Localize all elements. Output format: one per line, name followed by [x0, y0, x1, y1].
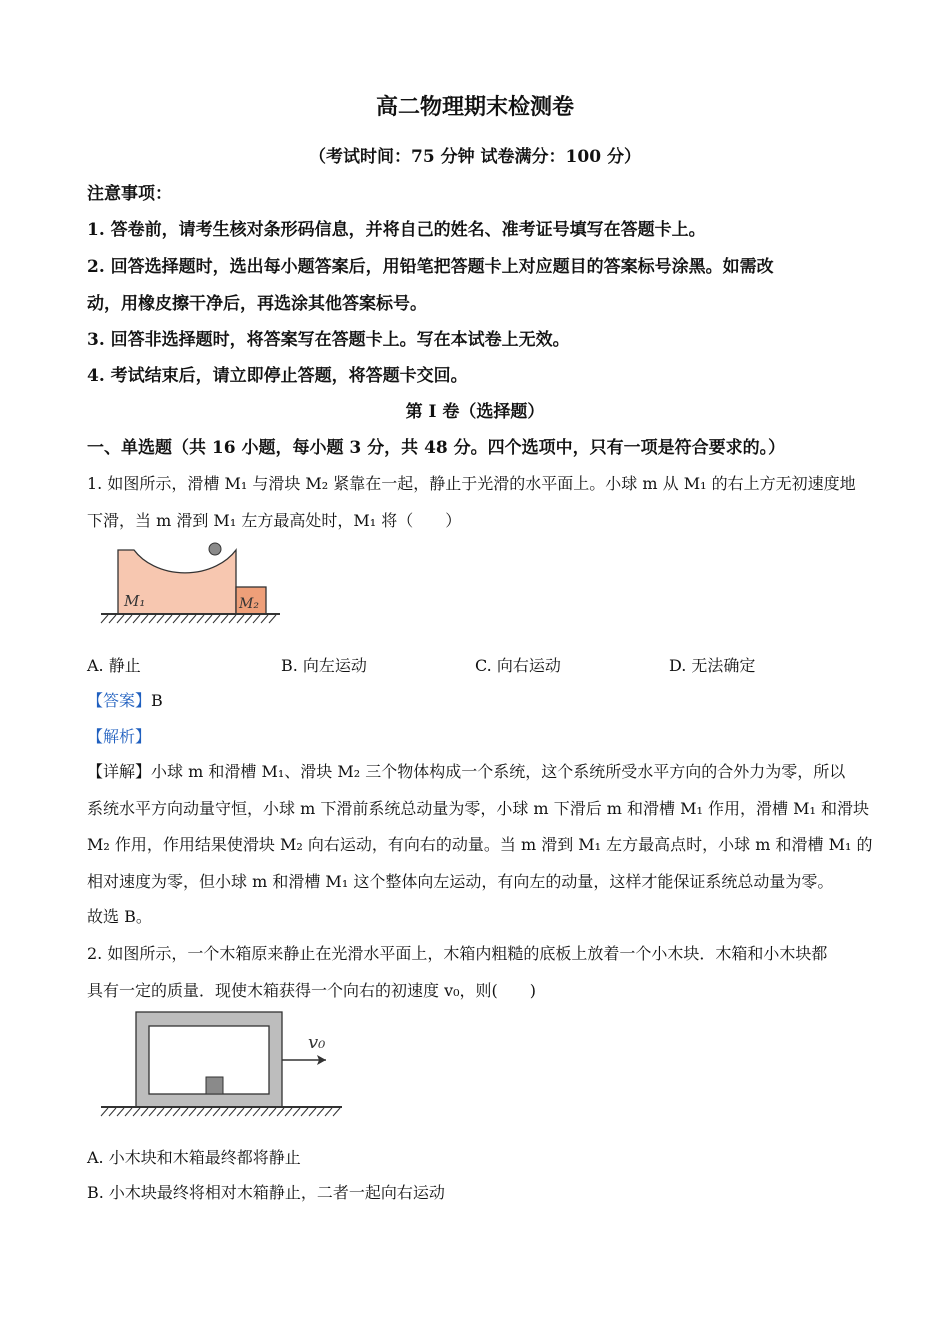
ground-hatch: [125, 615, 132, 623]
ground-hatch: [181, 615, 188, 623]
ground-hatch: [221, 615, 228, 623]
ground-hatch: [157, 1108, 164, 1116]
notice-item: 3. 回答非选择题时，将答案写在答题卡上。写在本试卷上无效。: [87, 330, 570, 350]
ground-hatch: [317, 1108, 324, 1116]
detail-line: 系统水平方向动量守恒，小球 m 下滑前系统总动量为零，小球 m 下滑后 m 和滑槽 M₁ 作用，滑槽 M₁ 和滑块: [87, 799, 869, 818]
notice-heading: 注意事项：: [87, 184, 172, 204]
ground-hatch: [269, 1108, 276, 1116]
option-a: A. 小木块和木箱最终都将静止: [87, 1148, 301, 1167]
ground-hatch: [109, 615, 116, 623]
exam-info: （考试时间：75 分钟 试卷满分：100 分）: [309, 147, 641, 167]
option-b: B. 小木块最终将相对木箱静止，二者一起向右运动: [87, 1183, 445, 1202]
ground-hatch: [173, 615, 180, 623]
ground-hatch: [245, 615, 252, 623]
ground-hatch: [117, 1108, 124, 1116]
option-d: D. 无法确定: [669, 656, 756, 675]
ground-hatch: [213, 1108, 220, 1116]
section-title: 第 I 卷（选择题）: [405, 402, 545, 422]
ground-hatch: [141, 615, 148, 623]
detail-line: M₂ 作用，作用结果使滑块 M₂ 向右运动，有向右的动量。当 m 滑到 M₁ 左方最高点时，小球 m 和滑槽 M₁ 的: [87, 835, 873, 854]
detail-line: 相对速度为零，但小球 m 和滑槽 M₁ 这个整体向左运动，有向左的动量，这样才能保证系统总动量为零。: [87, 872, 834, 891]
ground-hatch: [229, 1108, 236, 1116]
ground-hatch: [141, 1108, 148, 1116]
ground-hatch: [333, 1108, 340, 1116]
ground-hatch: [197, 615, 204, 623]
ground-hatch: [285, 1108, 292, 1116]
part-title: 一、单选题（共 16 小题，每小题 3 分，共 48 分。四个选项中，只有一项是符合要求的。）: [87, 438, 786, 458]
label-m1: M₁: [124, 592, 146, 610]
ground-hatch: [189, 615, 196, 623]
slot-and-block-figure: [98, 540, 288, 628]
ground-hatch: [101, 615, 108, 623]
question-2-stem-line: 具有一定的质量．现使木箱获得一个向右的初速度 v₀，则( ): [87, 981, 537, 1000]
ground-hatch: [269, 615, 276, 623]
option-b: B. 向左运动: [281, 656, 367, 675]
ground-hatch: [261, 1108, 268, 1116]
ground-hatch: [157, 615, 164, 623]
ground-hatch: [253, 615, 260, 623]
detail-tag: 【详解】: [87, 762, 152, 781]
question-1-stem-line: 1. 如图所示，滑槽 M₁ 与滑块 M₂ 紧靠在一起，静止于光滑的水平面上。小球 m 从 M₁ 的右上方无初速度地: [87, 474, 856, 493]
ground-hatch: [181, 1108, 188, 1116]
ground-hatch: [173, 1108, 180, 1116]
page-title: 高二物理期末检测卷: [375, 94, 574, 120]
ground-hatch: [261, 615, 268, 623]
ground-hatch: [221, 1108, 228, 1116]
ground-hatch: [205, 615, 212, 623]
notice-item: 1. 答卷前，请考生核对条形码信息，并将自己的姓名、准考证号填写在答题卡上。: [87, 220, 706, 240]
ground-hatch: [189, 1108, 196, 1116]
ground-hatch: [205, 1108, 212, 1116]
ground-hatch: [165, 615, 172, 623]
analysis-tag: 【解析】: [87, 727, 152, 746]
notice-item: 2. 回答选择题时，选出每小题答案后，用铅笔把答题卡上对应题目的答案标号涂黑。如需改: [87, 257, 774, 277]
ground-hatch: [245, 1108, 252, 1116]
ground-hatch: [133, 1108, 140, 1116]
ground-hatch: [237, 1108, 244, 1116]
label-m2: M₂: [239, 596, 259, 612]
detail-line: [87, 762, 845, 782]
ball-m: [209, 543, 221, 555]
ground-hatch: [117, 615, 124, 623]
ground-hatch: [237, 615, 244, 623]
ground-hatch: [277, 1108, 284, 1116]
option-c: C. 向右运动: [475, 656, 561, 675]
ground-hatch: [197, 1108, 204, 1116]
detail-text: 小球 m 和滑槽 M₁、滑块 M₂ 三个物体构成一个系统，这个系统所受水平方向的合外力为零，所以: [151, 762, 846, 781]
question-1-stem-line: 下滑，当 m 滑到 M₁ 左方最高处时，M₁ 将（ ）: [87, 511, 462, 530]
answer-tag: 【答案】: [87, 691, 152, 710]
notice-item: 动，用橡皮擦干净后，再选涂其他答案标号。: [87, 294, 427, 314]
ground-hatch: [125, 1108, 132, 1116]
ground-hatch: [149, 1108, 156, 1116]
ground-hatch: [309, 1108, 316, 1116]
notice-item: 4. 考试结束后，请立即停止答题，将答题卡交回。: [87, 366, 468, 386]
question-2-stem-line: 2. 如图所示，一个木箱原来静止在光滑水平面上，木箱内粗糙的底板上放着一个小木块．木箱和小木块都: [87, 944, 828, 963]
velocity-label: v₀: [308, 1032, 326, 1053]
ground-hatch: [101, 1108, 108, 1116]
answer-value: B: [151, 691, 163, 710]
ground-hatch: [325, 1108, 332, 1116]
small-block: [206, 1077, 223, 1094]
ground-hatch: [109, 1108, 116, 1116]
ground-hatch: [149, 615, 156, 623]
ground-hatch: [229, 615, 236, 623]
ground-hatch: [165, 1108, 172, 1116]
ground-hatch: [293, 1108, 300, 1116]
detail-line: 故选 B。: [87, 907, 152, 926]
ground-hatch: [301, 1108, 308, 1116]
ground-hatch: [133, 615, 140, 623]
ground-hatch: [253, 1108, 260, 1116]
ground-hatch: [213, 615, 220, 623]
answer-line: [87, 691, 163, 711]
option-a: A. 静止: [87, 656, 141, 675]
box-and-block-figure: [98, 1008, 348, 1123]
